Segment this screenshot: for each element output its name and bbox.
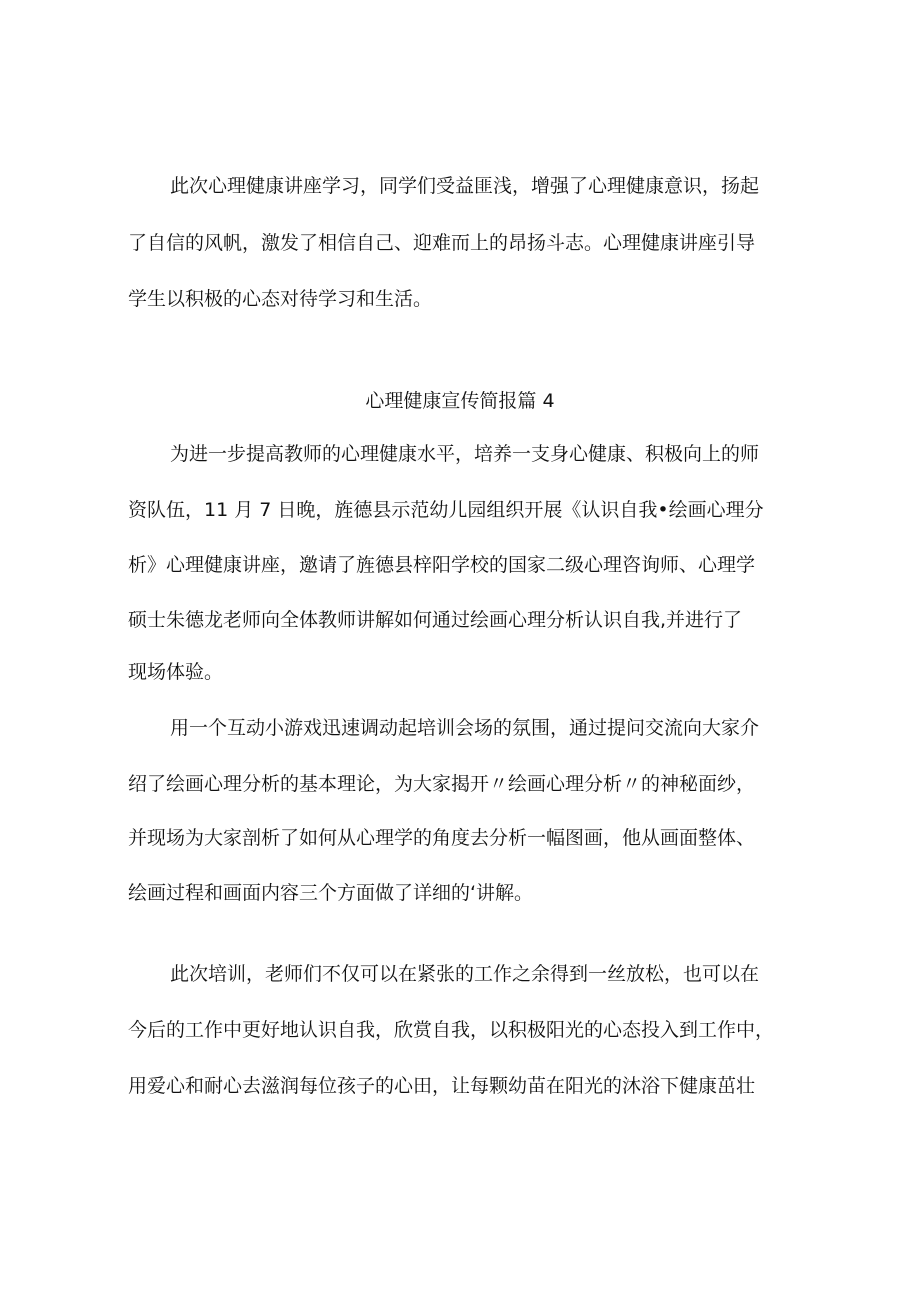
paragraph-2-line-2: 资队伍，11 月 7 日晚，旌德县示范幼儿园组织开展《认识自我•绘画心理分 (128, 499, 764, 521)
paragraph-3-line-2: 绍了绘画心理分析的基本理论，为大家揭开〃绘画心理分析〃的神秘面纱， (128, 773, 756, 795)
paragraph-2-line-4: 硕士朱德龙老师向全体教师讲解如何通过绘画心理分析认识自我,并进行了 (128, 609, 743, 631)
paragraph-4-line-1: 此次培训，老师们不仅可以在紧张的工作之余得到一丝放松，也可以在 (170, 963, 760, 985)
paragraph-2-line-5: 现场体验。 (128, 661, 224, 683)
paragraph-1-line-3: 学生以积极的心态对待学习和生活。 (128, 288, 433, 310)
paragraph-3-line-4: 绘画过程和画面内容三个方面做了详细的‘讲解。 (128, 882, 534, 904)
paragraph-4-line-2: 今后的工作中更好地认识自我，欣赏自我，以积极阳光的心态投入到工作中， (128, 1019, 775, 1041)
paragraph-2-line-3: 析》心理健康讲座，邀请了旌德县梓阳学校的国家二级心理咨询师、心理学 (128, 554, 756, 576)
section-heading: 心理健康宣传简报篇 4 (365, 390, 555, 412)
paragraph-4-line-3: 用爱心和耐心去滋润每位孩子的心田，让每颗幼苗在阳光的沐浴下健康茁壮 (128, 1075, 756, 1097)
paragraph-1-line-2: 了自信的风帆，激发了相信自己、迎难而上的昂扬斗志。心理健康讲座引导 (128, 232, 756, 254)
paragraph-3-line-3: 并现场为大家剖析了如何从心理学的角度去分析一幅图画，他从画面整体、 (128, 827, 756, 849)
paragraph-1-line-1: 此次心理健康讲座学习，同学们受益匪浅，增强了心理健康意识，扬起 (170, 175, 760, 197)
paragraph-3-line-1: 用一个互动小游戏迅速调动起培训会场的氛围，通过提问交流向大家介 (170, 717, 760, 739)
paragraph-2-line-1: 为进一步提高教师的心理健康水平，培养一支身心健康、积极向上的师 (170, 443, 760, 465)
